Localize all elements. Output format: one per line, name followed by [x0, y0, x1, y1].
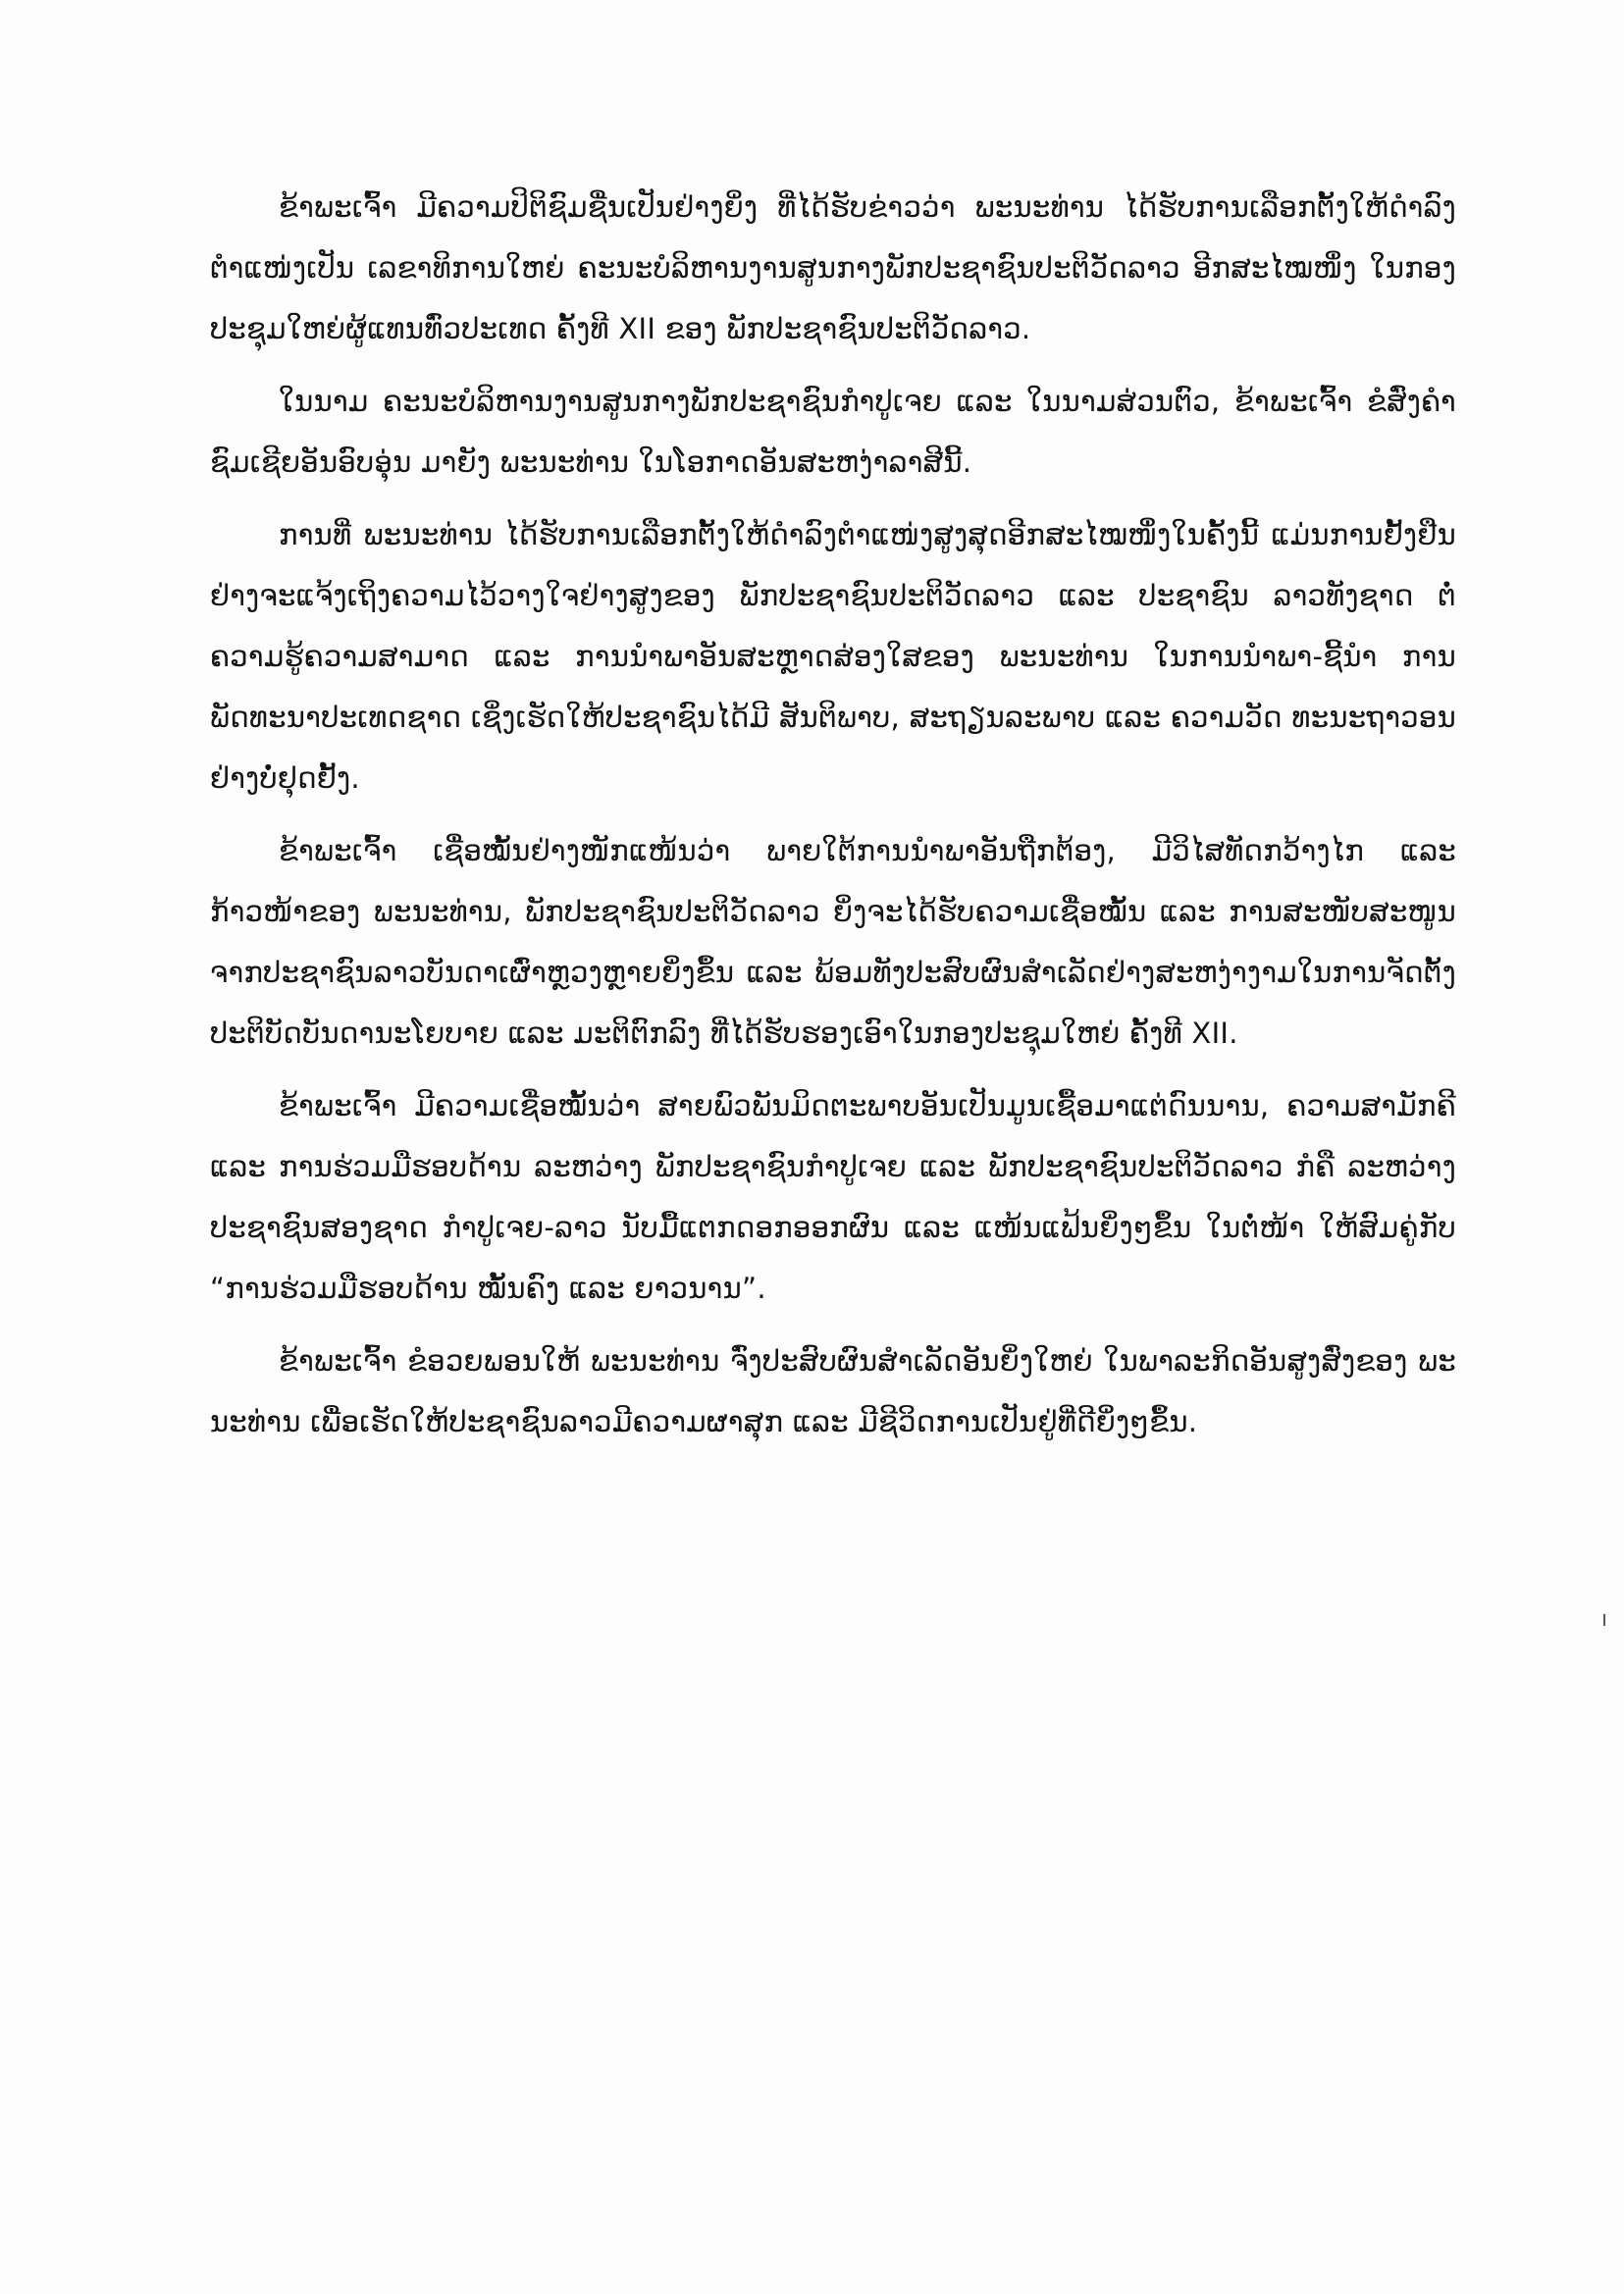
paragraph-trust: ການທີ່ ພະນະທ່ານ ໄດ້ຮັບການເລືອກຕັ້ງໃຫ້ດຳລົງຕຳແໜ່ງສູງສຸດອີກສະໄໝໜຶ່ງໃນຄັ້ງນີ້ ແມ່ນການຢັ້ງຢືນຢ່າງຈະແຈ້ງເຖິງຄວາມໄວ້ວາງໃຈຢ່າງສູງຂອງ ພັກປະຊາຊົນປະຕິວັດລາວ ແລະ ປະຊາຊົນ ລາວທັງຊາດ ຕໍ່ຄວາມຮູ້ຄວາມສາມາດ ແລະ ການນຳພາອັນສະຫຼາດສ່ອງໃສຂອງ ພະນະທ່ານ ໃນການນຳພາ-ຊີ້ນຳ ການພັດທະນາປະເທດຊາດ ເຊິ່ງເຮັດໃຫ້ປະຊາຊົນໄດ້ມີ ສັນຕິພາບ, ສະຖຽນລະພາບ ແລະ ຄວາມວັດ ທະນະຖາວອນ ຢ່າງບໍ່ຢຸດຢັ້ງ. [210, 518, 1456, 795]
scan-mark [1603, 1614, 1605, 1626]
paragraph-congratulations: ຂ້າພະເຈົ້າ ມີຄວາມປິຕິຊົມຊື່ນເປັນຢ່າງຍິ່ງ ທີ່ໄດ້ຮັບຂ່າວວ່າ ພະນະທ່ານ ໄດ້ຮັບການເລືອກຕັ້ງໃຫ້ດຳລົງຕຳແໜ່ງເປັນ ເລຂາທິການໃຫຍ່ ຄະນະບໍລິຫານງານສູນກາງພັກປະຊາຊົນປະຕິວັດລາວ ອີກສະໄໝໜຶ່ງ ໃນກອງປະຊຸມໃຫຍ່ຜູ້ແທນທົ່ວປະເທດ ຄັ້ງທີ XII ຂອງ ພັກປະຊາຊົນປະຕິວັດລາວ. [210, 190, 1456, 345]
paragraph-greetings: ໃນນາມ ຄະນະບໍລິຫານງານສູນກາງພັກປະຊາຊົນກຳປູເຈຍ ແລະ ໃນນາມສ່ວນຕົວ, ຂ້າພະເຈົ້າ ຂໍສົ່ງຄຳຊົມເຊີຍອັນອົບອຸ່ນ ມາຍັງ ພະນະທ່ານ ໃນໂອກາດອັນສະຫງ່າລາສີນີ້. [210, 385, 1456, 479]
paragraph-confidence: ຂ້າພະເຈົ້າ ເຊື່ອໝັ້ນຢ່າງໜັກແໜ້ນວ່າ ພາຍໃຕ້ການນຳພາອັນຖືກຕ້ອງ, ມີວິໄສທັດກວ້າງໄກ ແລະ ກ້າວໜ້າຂອງ ພະນະທ່ານ, ພັກປະຊາຊົນປະຕິວັດລາວ ຍິ່ງຈະໄດ້ຮັບຄວາມເຊື່ອໝັ້ນ ແລະ ການສະໜັບສະໜູນ ຈາກປະຊາຊົນລາວບັນດາເຜົ່າຫຼວງຫຼາຍຍິ່ງຂຶ້ນ ແລະ ພ້ອມທັງປະສົບຜົນສຳເລັດຢ່າງສະຫງ່າງາມໃນການຈັດຕັ້ງປະຕິບັດບັນດານະໂຍບາຍ ແລະ ມະຕິຕົກລົງ ທີ່ໄດ້ຮັບຮອງເອົາໃນກອງປະຊຸມໃຫຍ່ ຄັ້ງທີ XII. [210, 834, 1456, 1050]
paragraph-wishes: ຂ້າພະເຈົ້າ ຂໍອວຍພອນໃຫ້ ພະນະທ່ານ ຈົ່ງປະສົບຜົນສຳເລັດອັນຍິ່ງໃຫຍ່ ໃນພາລະກິດອັນສູງສົ່ງຂອງ ພະນະທ່ານ ເພື່ອເຮັດໃຫ້ປະຊາຊົນລາວມີຄວາມຜາສຸກ ແລະ ມີຊີວິດການເປັນຢູ່ທີ່ດີຍິ່ງໆຂຶ້ນ. [210, 1344, 1456, 1438]
letter-body [210, 177, 1456, 1464]
paragraph-friendship: ຂ້າພະເຈົ້າ ມີຄວາມເຊື່ອໝັ້ນວ່າ ສາຍພົວພັນມິດຕະພາບອັນເປັນມູນເຊື້ອມາແຕ່ດົນນານ, ຄວາມສາມັກຄີ ແລະ ການຮ່ວມມືຮອບດ້ານ ລະຫວ່າງ ພັກປະຊາຊົນກຳປູເຈຍ ແລະ ພັກປະຊາຊົນປະຕິວັດລາວ ກໍຄື ລະຫວ່າງ ປະຊາຊົນສອງຊາດ ກຳປູເຈຍ-ລາວ ນັບມື້ແຕກດອກອອກຜົນ ແລະ ແໜ້ນແຟ້ນຍິ່ງໆຂຶ້ນ ໃນຕໍ່ໜ້າ ໃຫ້ສົມຄູ່ກັບ “ການຮ່ວມມືຮອບດ້ານ ໝັ້ນຄົງ ແລະ ຍາວນານ”. [210, 1089, 1456, 1305]
